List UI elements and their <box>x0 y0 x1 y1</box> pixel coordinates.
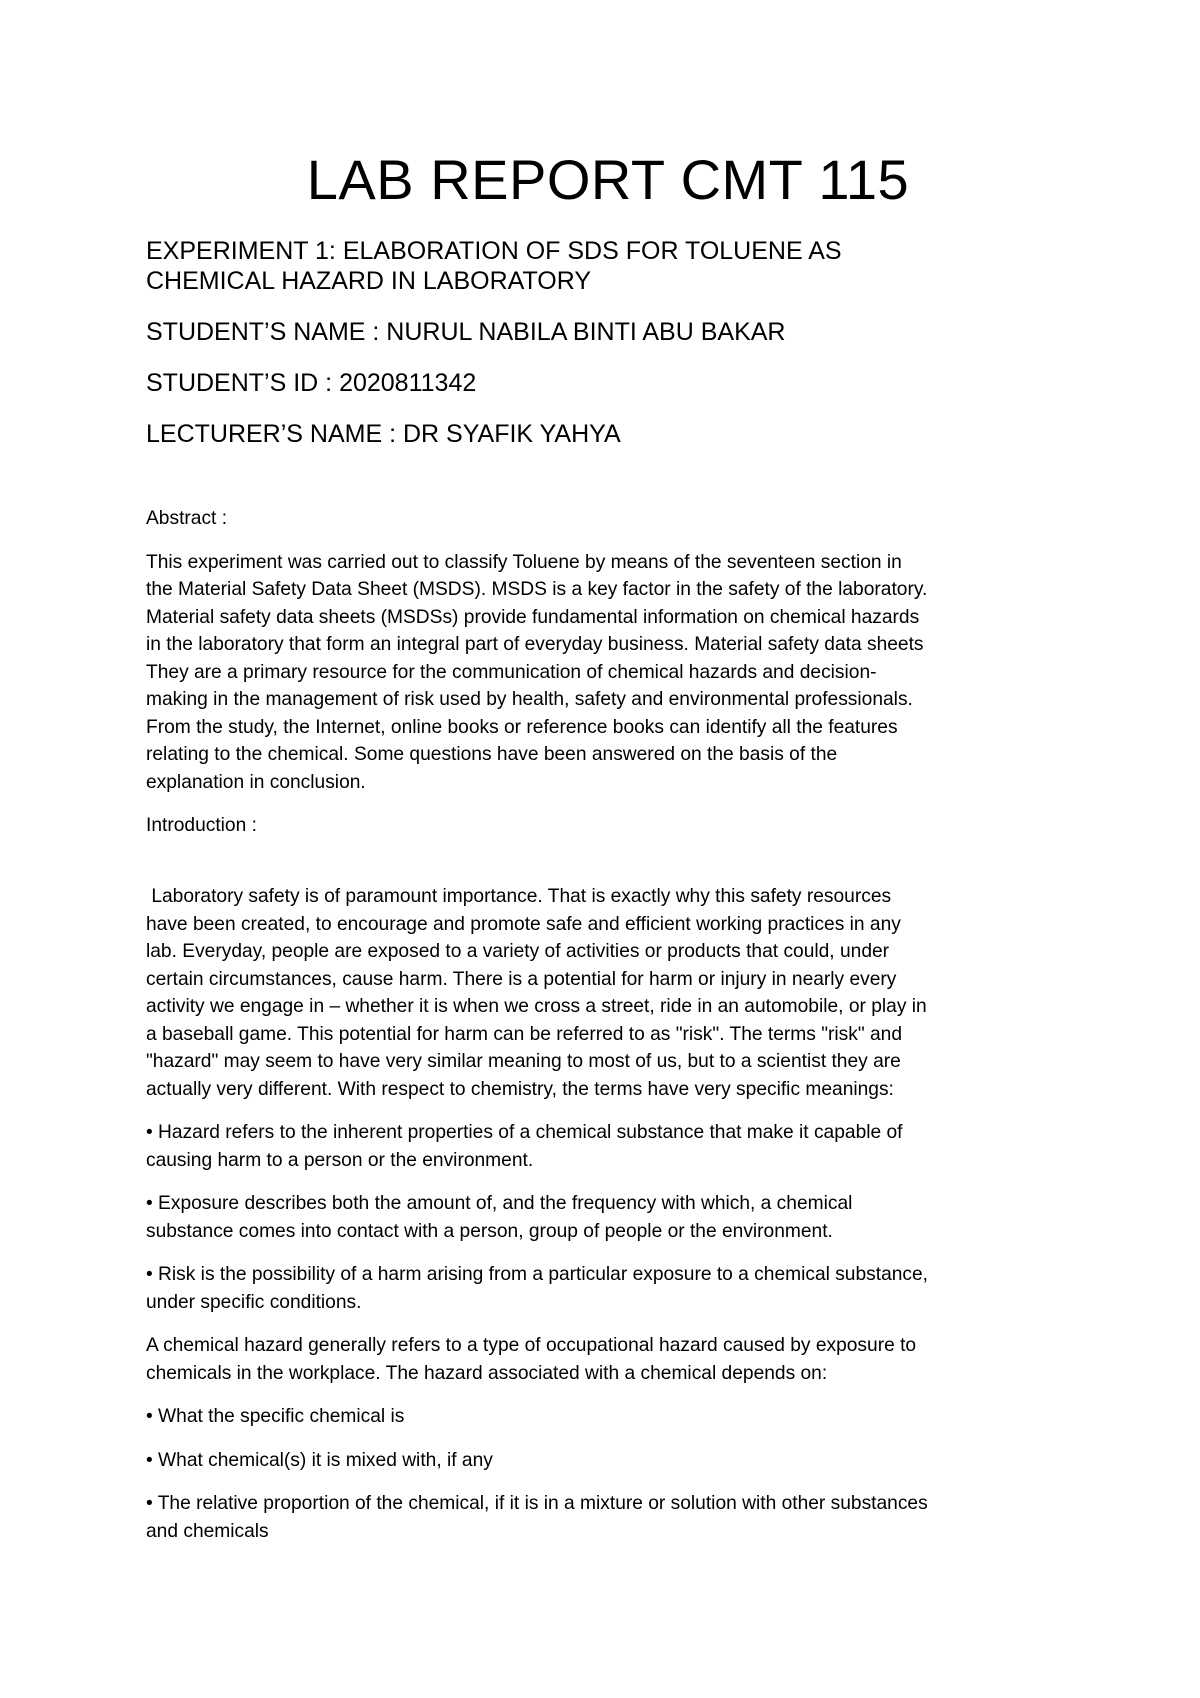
text-line: in the laboratory that form an integral part of everyday business. Material safety data sheets <box>146 634 924 655</box>
text-line: "hazard" may seem to have very similar meaning to most of us, but to a scientist they are <box>146 1051 901 1072</box>
text-line: This experiment was carried out to classify Toluene by means of the seventeen section in <box>146 551 902 573</box>
bullet-risk <box>146 1261 1070 1316</box>
text-line: making in the management of risk used by health, safety and environmental professionals. <box>146 689 913 710</box>
text-line: the Material Safety Data Sheet (MSDS). MSDS is a key factor in the safety of the laboratory. <box>146 579 928 600</box>
text-line: chemicals in the workplace. The hazard associated with a chemical depends on: <box>146 1362 828 1384</box>
introduction-heading: Introduction : <box>146 815 257 836</box>
text-line: • Hazard refers to the inherent properties of a chemical substance that make it capable of <box>146 1122 903 1143</box>
report-title: LAB REPORT CMT 115 <box>306 148 910 211</box>
bullet-mixed-with: • What chemical(s) it is mixed with, if any <box>146 1449 493 1471</box>
text-line: • Exposure describes both the amount of, and the frequency with which, a chemical <box>146 1193 853 1214</box>
text-line: a baseball game. This potential for harm can be referred to as "risk". The terms "risk" and <box>146 1023 903 1045</box>
abstract-paragraph <box>146 549 1070 797</box>
text-line: actually very different. With respect to chemistry, the terms have very specific meanings: <box>146 1078 894 1100</box>
bullet-exposure <box>146 1190 1070 1245</box>
text-line: and chemicals <box>146 1520 269 1542</box>
bullet-what-chemical: • What the specific chemical is <box>146 1406 405 1427</box>
text-line: Laboratory safety is of paramount importance. That is exactly why this safety resources <box>146 886 892 907</box>
text-line: relating to the chemical. Some questions have been answered on the basis of the <box>146 744 838 765</box>
student-name: STUDENT’S NAME : NURUL NABILA BINTI ABU BAKAR <box>146 318 786 346</box>
text-line: substance comes into contact with a person, group of people or the environment. <box>146 1220 833 1242</box>
text-line: have been created, to encourage and promote safe and efficient working practices in any <box>146 913 901 935</box>
text-line: A chemical hazard generally refers to a type of occupational hazard caused by exposure to <box>146 1335 917 1356</box>
bullet-proportion <box>146 1490 1070 1545</box>
text-line: They are a primary resource for the communication of chemical hazards and decision- <box>146 661 877 683</box>
introduction-paragraph <box>146 856 1070 1104</box>
text-line: activity we engage in – whether it is when we cross a street, ride in an automobile, or play in <box>146 996 927 1017</box>
experiment-title-line: CHEMICAL HAZARD IN LABORATORY <box>146 267 591 295</box>
text-line: • The relative proportion of the chemical, if it is in a mixture or solution with other substances <box>146 1493 928 1514</box>
bullet-hazard <box>146 1119 1070 1174</box>
experiment-title-line: EXPERIMENT 1: ELABORATION OF SDS FOR TOLUENE AS <box>146 237 842 265</box>
text-line: lab. Everyday, people are exposed to a variety of activities or products that could, under <box>146 941 890 962</box>
text-line: causing harm to a person or the environment. <box>146 1149 534 1171</box>
text-line: under specific conditions. <box>146 1291 362 1313</box>
text-line: • Risk is the possibility of a harm arising from a particular exposure to a chemical substance, <box>146 1264 929 1285</box>
experiment-title <box>146 236 1070 296</box>
abstract-heading: Abstract : <box>146 508 228 529</box>
text-line: certain circumstances, cause harm. There is a potential for harm or injury in nearly every <box>146 968 897 990</box>
lecturer-name: LECTURER’S NAME : DR SYAFIK YAHYA <box>146 420 621 448</box>
text-line: From the study, the Internet, online books or reference books can identify all the features <box>146 716 898 738</box>
chemical-hazard-paragraph <box>146 1332 1070 1387</box>
text-line: Material safety data sheets (MSDSs) provide fundamental information on chemical hazards <box>146 606 920 628</box>
student-id: STUDENT’S ID : 2020811342 <box>146 369 477 397</box>
text-line: explanation in conclusion. <box>146 771 366 793</box>
